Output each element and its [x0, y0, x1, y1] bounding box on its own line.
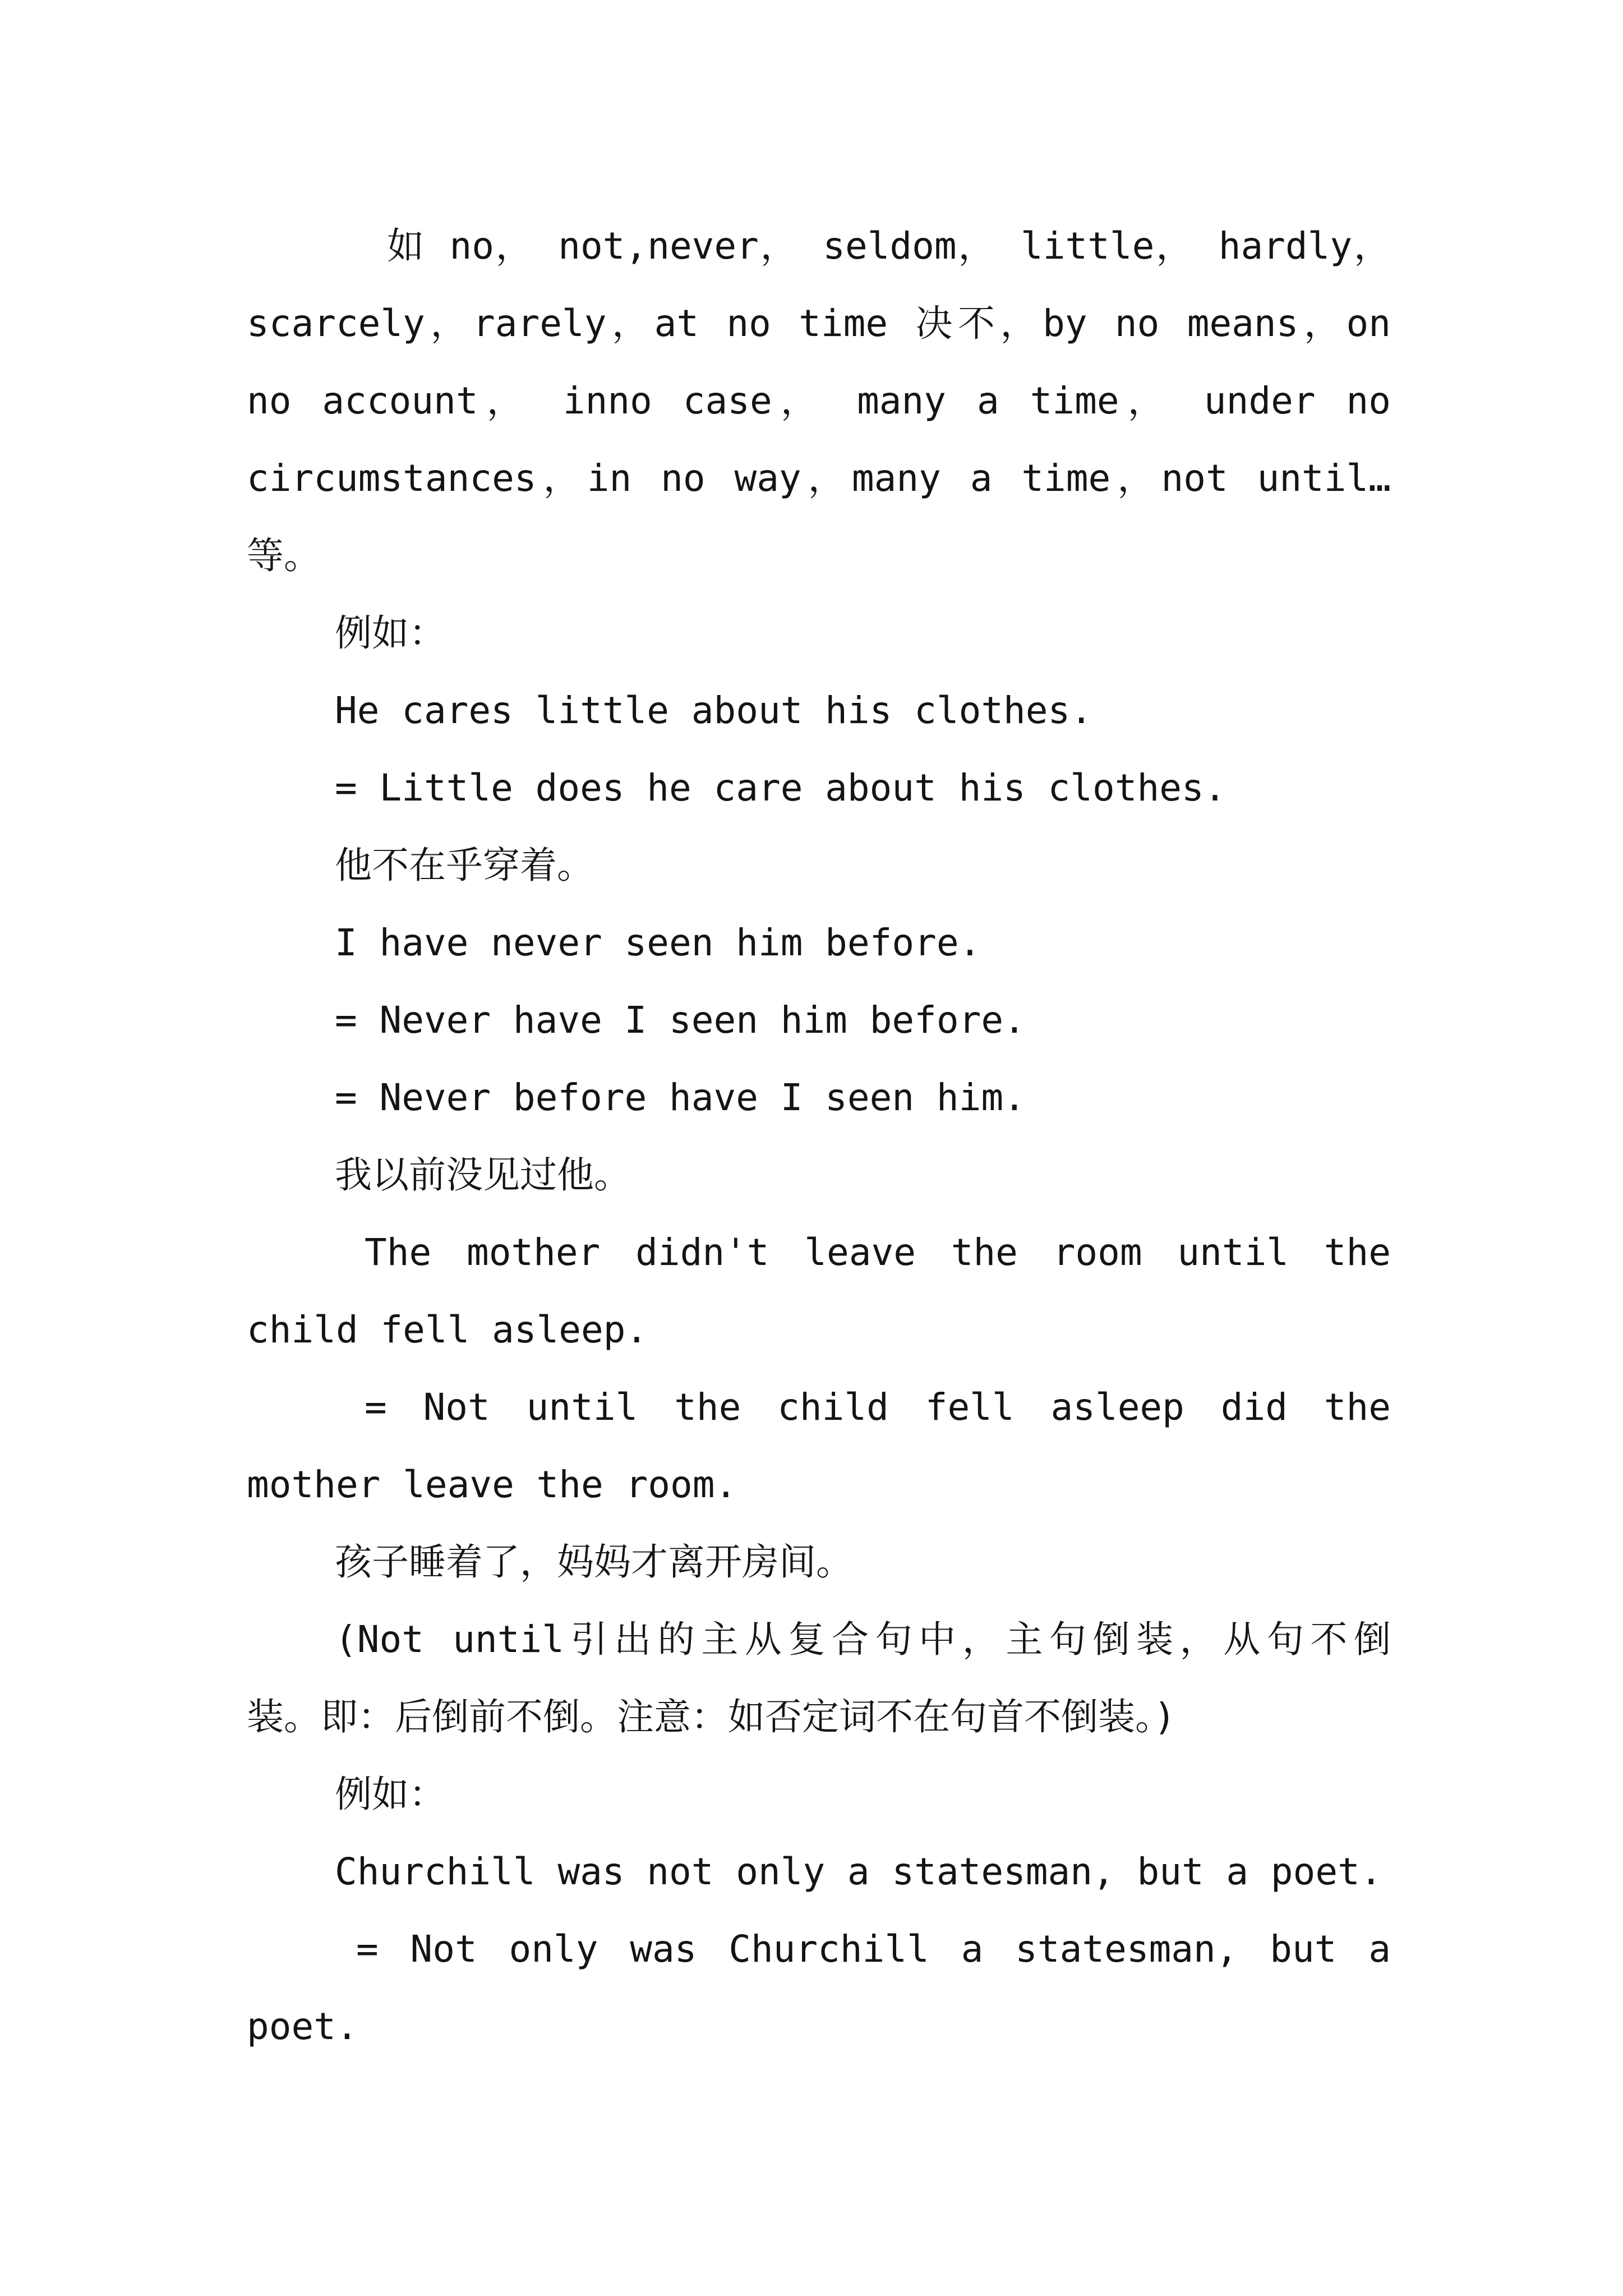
text-line: = Not until the child fell asleep did the [365, 1386, 1391, 1429]
text-line: (Not until引出的主从复合句中，主句倒装，从句不倒 [335, 1618, 1391, 1661]
text-line: poet. [247, 2005, 358, 2048]
example-label: 例如： [335, 1773, 446, 1816]
example-sentence: He cares little about his clothes. [335, 689, 1093, 732]
example-sentence: Churchill was not only a statesman, but a poet. [335, 1850, 1382, 1893]
example-sentence: = Never before have I seen him. [335, 1076, 1026, 1119]
example-sentence: = Little does he care about his clothes. [335, 766, 1227, 809]
translation: 孩子睡着了，妈妈才离开房间。 [335, 1540, 853, 1584]
paragraph-example [247, 1911, 1391, 2065]
text-line: scarcely，rarely，at no time 决不，by no means，on [247, 302, 1391, 345]
text-line: circumstances，in no way，many a time，not until… [247, 457, 1391, 500]
text-line: 装。即：后倒前不倒。注意：如否定词不在句首不倒装。) [247, 1695, 1176, 1738]
paragraph-example [247, 1214, 1391, 1369]
text-line: mother leave the room. [247, 1463, 737, 1506]
text-line: 如 no， not,never， seldom， little， hardly， [387, 224, 1391, 268]
paragraph-example [247, 1369, 1391, 1524]
translation: 我以前没见过他。 [335, 1153, 631, 1197]
text-line: 等。 [247, 534, 321, 577]
text-line: The mother didn't leave the room until the [365, 1231, 1391, 1274]
document-body [247, 208, 1391, 2065]
text-line: = Not only was Churchill a statesman, but a [356, 1927, 1391, 1971]
example-sentence: = Never have I seen him before. [335, 999, 1026, 1042]
text-line: no account， inno case， many a time， under no [247, 379, 1391, 422]
paragraph-note [247, 1601, 1391, 1756]
paragraph-negative-words [247, 208, 1391, 595]
text-line: child fell asleep. [247, 1308, 648, 1351]
example-label: 例如： [335, 611, 446, 655]
example-sentence: I have never seen him before. [335, 921, 981, 964]
translation: 他不在乎穿着。 [335, 844, 594, 887]
